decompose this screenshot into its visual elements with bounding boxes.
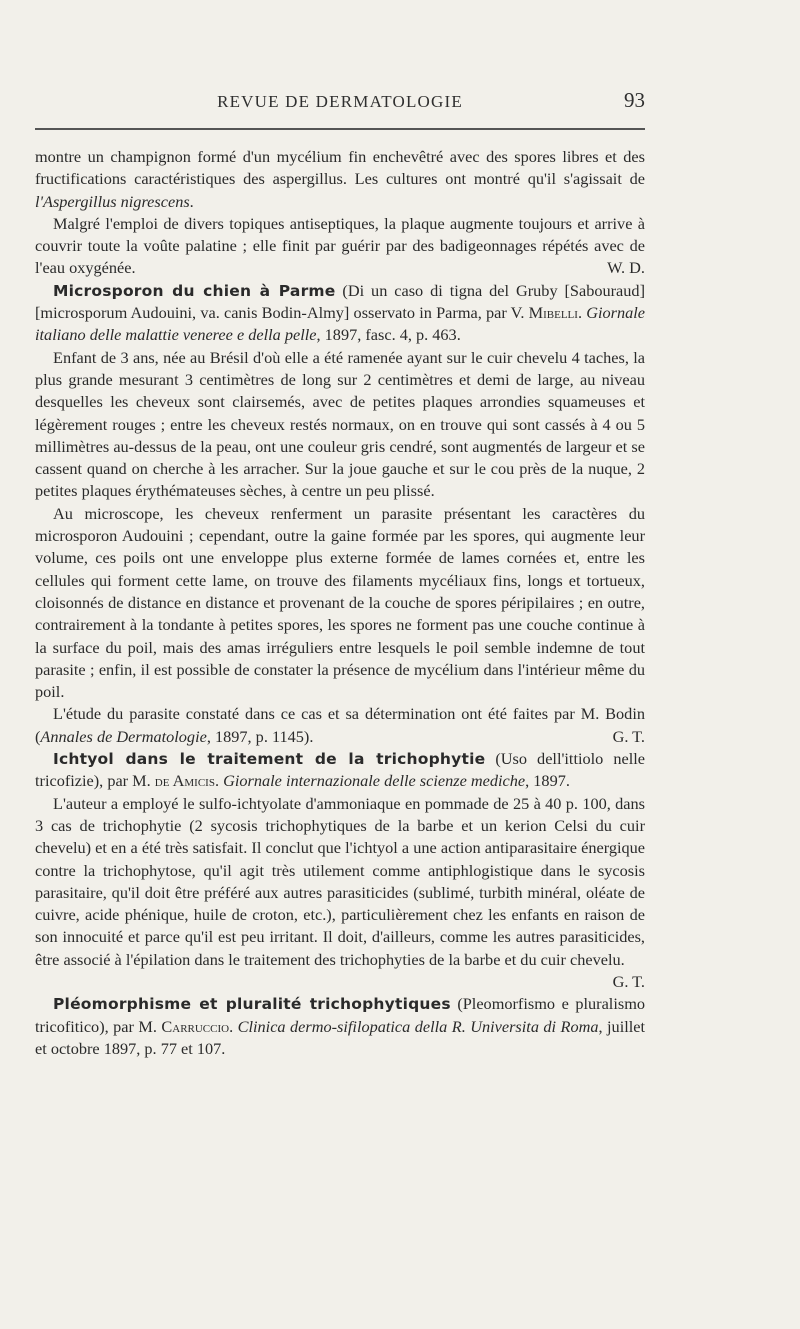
article-heading: Microsporon du chien à Parme [53,281,336,300]
signature: G. T. [612,726,645,746]
running-title: REVUE DE DERMATOLOGIE [217,92,463,111]
article-heading: Pléomorphisme et pluralité trichophytiques [53,995,451,1014]
header-rule [35,128,645,130]
journal-title: Clinica dermo-sifilopatica della R. Universita di Roma [237,1016,599,1036]
article-heading: Ichtyol dans le traitement de la trichophytie [53,750,486,769]
author-name: Mibelli [528,303,578,323]
article-entry: Ichtyol dans le traitement de la trichophytie (Uso dell'ittiolo nelle tricofizie), par M. de Amicis. Giornale internazionale delle scienze mediche, 1897. [35,749,645,791]
author-particle: de [154,771,170,791]
signature: W. D. [607,258,645,278]
article-entry: Pléomorphisme et pluralité trichophytiques (Pleomorfismo e pluralismo tricofitico), par M. Carruccio. Clinica dermo-sifilopatica della R. Universita di Roma, juillet et octobre 1897, p. 77 et 107. [35,994,646,1058]
paragraph: L'étude du parasite constaté dans ce cas et sa détermination ont été faites par M. Bodin (Annales de Dermatologie, 1897, p. 1145). G. T. [35,703,645,748]
page-number: 93 [624,88,645,112]
journal-title: Giornale italiano delle malattie veneree e della pelle [35,303,646,345]
article-entry: Microsporon du chien à Parme (Di un caso di tigna del Gruby [Sabouraud] [microsporum Audouini, va. canis Bodin-Almy] osservato in Parma, par V. Mibelli. Giornale italiano delle malattie veneree e della pelle, 1897, fasc. 4, p. 463. [35,280,646,345]
species-name: l'Aspergillus nigrescens [35,191,190,211]
body-text [35,146,645,1060]
signature: G. T. [612,971,645,991]
page-header [35,88,645,118]
paragraph: Enfant de 3 ans, née au Brésil d'où elle a été ramenée ayant sur le cuir chevelu 4 taches, la plus grande mesurant 3 centimètres de long sur 2 centimètres et demi de large, au niveau desquelles les cheveux sont clairsemés, avec de petites plaques arrondies squameuses et légèrement rouges ; entre les cheveux restés normaux, on en trouve qui sont cassés à 4 ou 5 millimètres au-dessus de la peau, ont une couleur gris cendré, sont augmentés de largeur et se cassent quand on cherche à les arracher. Sur la joue gauche et sur le cou près de la nuque, 2 petites plaques érythémateuses sèches, à centre un peu plissé. [35,347,645,501]
journal-title: Giornale internazionale delle scienze mediche [223,771,526,791]
journal-title: Annales de Dermatologie [40,726,207,746]
paragraph: Au microscope, les cheveux renferment un parasite présentant les caractères du microsporon Audouini ; cependant, outre la gaine formée par les spores, qui augmente leur volume, ces poils ont une enveloppe plus externe formée de lames cornées et, entre les cellules qui forment cette lame, on trouve des filaments mycéliaux fins, longs et tortueux, cloisonnés de distance en distance et provenant de la couche de spores péripilaires ; en outre, contrairement à la tondante à petites spores, les spores ne forment pas une couche continue à la surface du poil, mais des amas irréguliers entre lesquels le poil semble indemne de tout parasite ; enfin, il est possible de constater la présence de mycélium dans l'intérieur même du poil. [35,503,645,702]
paragraph: Malgré l'emploi de divers topiques antiseptiques, la plaque augmente toujours et arrive à couvrir toute la voûte palatine ; elle finit par guérir par des badigeonnages répétés avec de l'eau oxygénée. W. D. [35,213,645,280]
author-name: Amicis [169,771,215,791]
paragraph: L'auteur a employé le sulfo-ichtyolate d'ammoniaque en pommade de 25 à 40 p. 100, dans 3 cas de trichophytie (2 sycosis trichophytiques de la barbe et un kerion Celsi du cuir chevelu) et en a été très satisfait. Il conclut que l'ichtyol a une action antiparasitaire énergique contre la trichophytose, qu'il agit très utilement comme antiphlogistique dans le sycosis parasitaire, qu'il doit être préféré aux autres parasiticides (sublimé, turbith minéral, oléate de cuivre, acide phénique, huile de croton, etc.), particulièrement chez les enfants en raison de son innocuité et parce qu'il est peu irritant. Il doit, d'ailleurs, comme les autres parasiticides, être associé à l'épilation dans le traitement des trichophyties de la barbe et du cuir chevelu. G. T. [35,793,645,994]
paragraph-continued: montre un champignon formé d'un mycélium fin enchevêtré avec des spores libres et des fructifications caractéristiques des aspergillus. Les cultures ont montré qu'il s'agissait de l'Aspergillus nigrescens. [35,147,645,211]
author-name: Carruccio [161,1016,230,1036]
